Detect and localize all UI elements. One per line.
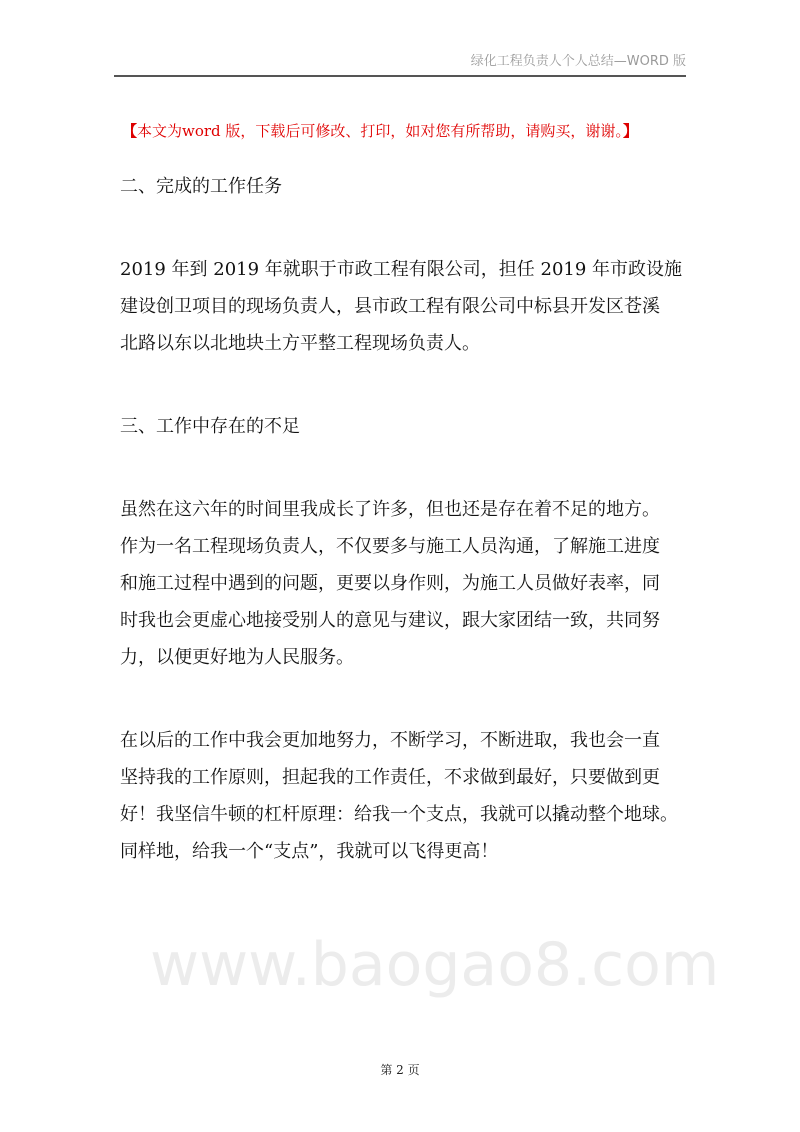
paragraph-line: 时我也会更虚心地接受别人的意见与建议，跟大家团结一致，共同努: [120, 610, 660, 631]
paragraph-line: 北路以东以北地块土方平整工程现场负责人。: [120, 333, 480, 354]
section-heading-3: 三、工作中存在的不足: [120, 416, 300, 437]
watermark: www.baogao8.com: [150, 930, 720, 1000]
paragraph-line: 坚持我的工作原则，担起我的工作责任，不求做到最好，只要做到更: [120, 767, 660, 788]
paragraph-line: 在以后的工作中我会更加地努力，不断学习，不断进取，我也会一直: [120, 730, 660, 751]
purchase-notice: [122, 120, 638, 141]
running-header: 绿化工程负责人个人总结—WORD 版: [470, 54, 686, 69]
page-footer: [0, 1061, 800, 1078]
paragraph-line: 和施工过程中遇到的问题，更要以身作则，为施工人员做好表率，同: [120, 573, 660, 594]
paragraph-line: 虽然在这六年的时间里我成长了许多，但也还是存在着不足的地方。: [120, 499, 660, 520]
footer-prefix: 第: [380, 1063, 393, 1077]
notice-open-bracket: 【: [122, 122, 138, 140]
paragraph-line: 同样地，给我一个“支点”，我就可以飞得更高！: [120, 841, 499, 862]
paragraph-line: 建设创卫项目的现场负责人，县市政工程有限公司中标县开发区苍溪: [120, 296, 660, 317]
page-number: 2: [396, 1063, 404, 1077]
paragraph-line: 好！我坚信牛顿的杠杆原理：给我一个支点，我就可以撬动整个地球。: [120, 804, 678, 825]
section-heading-2: 二、完成的工作任务: [120, 176, 282, 197]
paragraph-line: 作为一名工程现场负责人，不仅要多与施工人员沟通，了解施工进度: [120, 536, 660, 557]
footer-suffix: 页: [407, 1063, 420, 1077]
header-rule: [114, 75, 686, 77]
notice-close-bracket: 】: [622, 122, 638, 140]
notice-text: 本文为word 版，下载后可修改、打印，如对您有所帮助，请购买，谢谢。: [137, 122, 623, 140]
paragraph-line: 2019 年到 2019 年就职于市政工程有限公司，担任 2019 年市政设施: [120, 259, 683, 280]
paragraph-line: 力，以便更好地为人民服务。: [120, 647, 354, 668]
